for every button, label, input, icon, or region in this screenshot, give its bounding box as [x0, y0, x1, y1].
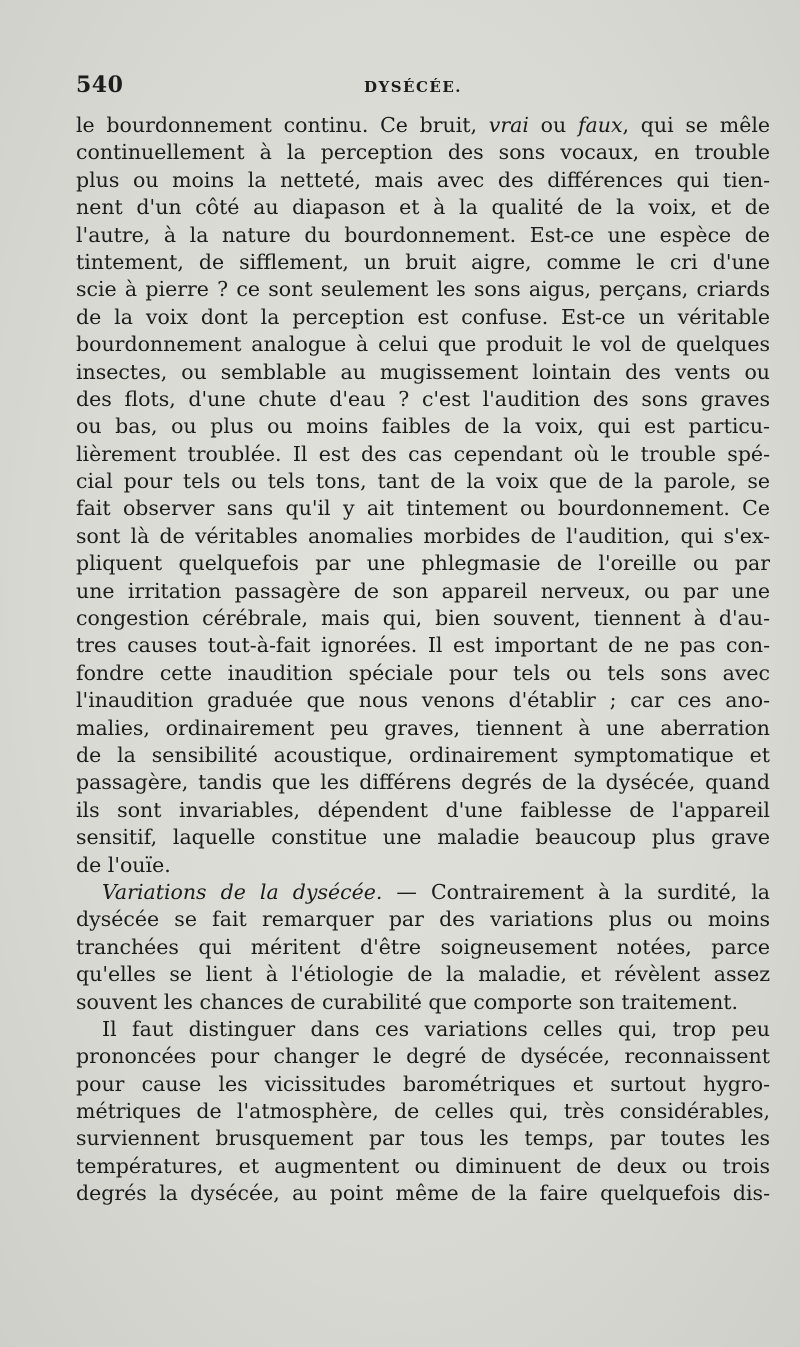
text-line: surviennent brusquement par tous les temps, par toutes les	[76, 1126, 770, 1151]
text-line: cial pour tels ou tels tons, tant de la voix que de la parole, se	[76, 469, 770, 494]
text-line: tranchées qui méritent d'être soigneusement notées, parce	[76, 934, 770, 959]
section-heading: Variations de la dysécée.	[102, 879, 383, 904]
text-line: lièrement troublée. Il est des cas cependant où le trouble spé-	[76, 441, 770, 466]
text-line: tintement, de sifflement, un bruit aigre, comme le cri d'une	[76, 249, 770, 274]
text-line	[76, 879, 770, 906]
text-line: ou bas, ou plus ou moins faibles de la voix, qui est particu-	[76, 414, 770, 439]
text-line: l'autre, à la nature du bourdonnement. Est-ce une espèce de	[76, 222, 770, 247]
text-line: une irritation passagère de son appareil nerveux, ou par une	[76, 578, 770, 603]
heading-continuation: — Contrairement à la surdité, la	[382, 879, 770, 904]
paragraph-3	[76, 1016, 770, 1208]
paragraph-2	[76, 879, 770, 1016]
text-line: degrés la dysécée, au point même de la faire quelquefois dis-	[76, 1181, 770, 1206]
text-line: souvent les chances de curabilité que comporte son traitement.	[76, 989, 739, 1014]
text-line: congestion cérébrale, mais qui, bien souvent, tiennent à d'au-	[76, 606, 770, 631]
text-line: des flots, d'une chute d'eau ? c'est l'audition des sons graves	[76, 386, 770, 411]
text-line: dysécée se fait remarquer par des variations plus ou moins	[76, 907, 770, 932]
text-line: sont là de véritables anomalies morbides de l'audition, qui s'ex-	[76, 523, 770, 548]
text-line: continuellement à la perception des sons vocaux, en trouble	[76, 140, 770, 165]
text-line: de la voix dont la perception est confuse. Est-ce un véritable	[76, 304, 770, 329]
text-line: de la sensibilité acoustique, ordinairement symptomatique et	[76, 742, 770, 767]
text-line: malies, ordinairement peu graves, tiennent à une aberration	[76, 715, 770, 740]
text-line: le bourdonnement continu. Ce bruit, vrai ou faux, qui se mêle	[76, 113, 770, 137]
text-line: Il faut distinguer dans ces variations celles qui, trop peu	[102, 1016, 770, 1041]
text-line: prononcées pour changer le degré de dysécée, reconnaissent	[76, 1044, 770, 1069]
text-line: sensitif, laquelle constitue une maladie beaucoup plus grave	[76, 825, 770, 850]
running-head: DYSÉCÉE.	[364, 78, 463, 96]
text-line: scie à pierre ? ce sont seulement les sons aigus, perçans, criards	[76, 277, 770, 302]
text-line: ils sont invariables, dépendent d'une faiblesse de l'appareil	[76, 797, 770, 822]
text-line: de l'ouïe.	[76, 852, 171, 877]
text-line: pliquent quelquefois par une phlegmasie de l'oreille ou par	[76, 551, 770, 576]
text-line: bourdonnement analogue à celui que produit le vol de quelques	[76, 332, 770, 357]
page-header	[76, 72, 766, 102]
text-line: températures, et augmentent ou diminuent de deux ou trois	[76, 1153, 770, 1178]
paragraph-1	[76, 112, 770, 879]
text-line: pour cause les vicissitudes barométriques et surtout hygro-	[76, 1071, 770, 1096]
text-line: fait observer sans qu'il y ait tintement ou bourdonnement. Ce	[76, 496, 770, 521]
text-line: plus ou moins la netteté, mais avec des différences qui tien-	[76, 167, 770, 192]
text-line: nent d'un côté au diapason et à la qualité de la voix, et de	[76, 195, 770, 220]
text-line: qu'elles se lient à l'étiologie de la maladie, et révèlent assez	[76, 962, 770, 987]
text-line: fondre cette inaudition spéciale pour tels ou tels sons avec	[76, 660, 770, 685]
body-text	[76, 112, 770, 1208]
text-line: tres causes tout-à-fait ignorées. Il est important de ne pas con-	[76, 633, 770, 658]
text-line: passagère, tandis que les différens degrés de la dysécée, quand	[76, 770, 770, 795]
text-line: métriques de l'atmosphère, de celles qui, très considérables,	[76, 1099, 770, 1124]
text-line: l'inaudition graduée que nous venons d'établir ; car ces ano-	[76, 688, 770, 713]
page-number: 540	[76, 72, 124, 98]
text-line: insectes, ou semblable au mugissement lointain des vents ou	[76, 359, 770, 384]
